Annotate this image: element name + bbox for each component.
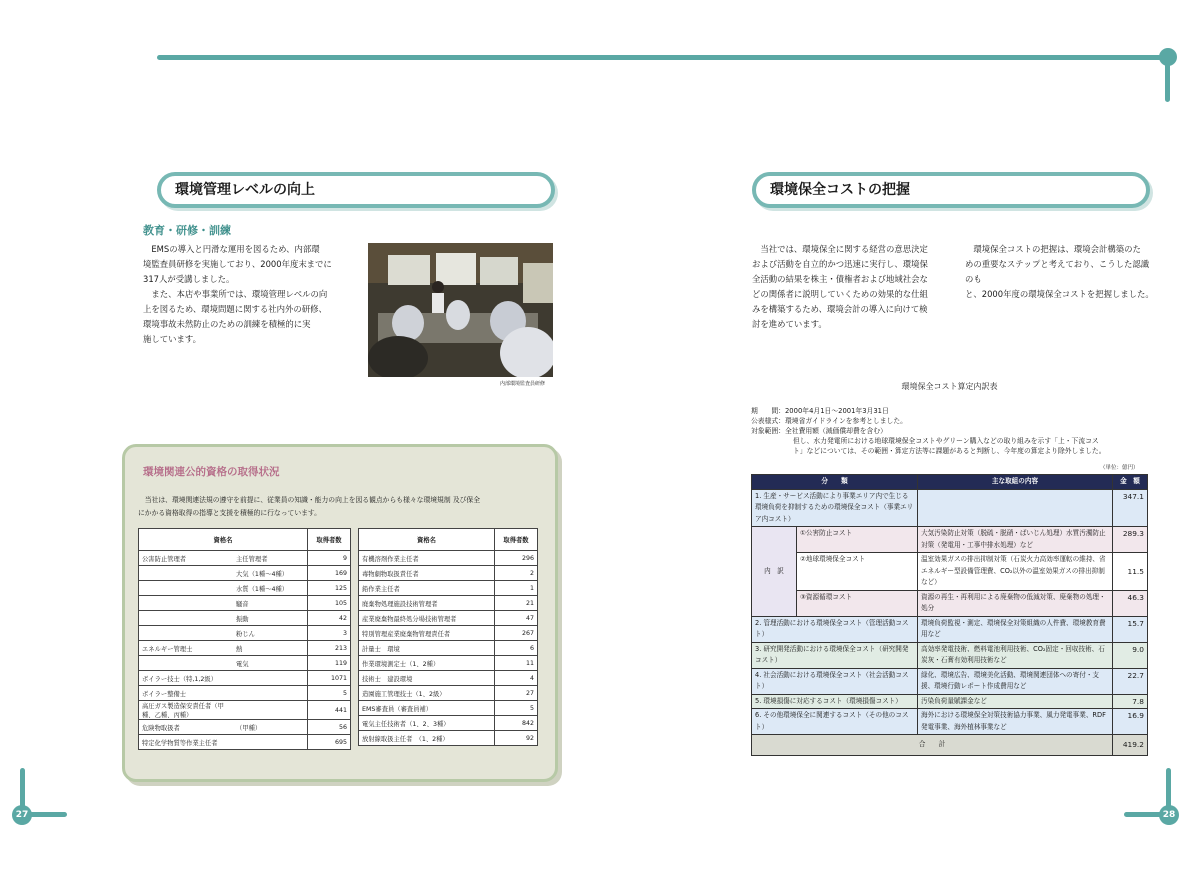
count-cell: 11 xyxy=(495,656,538,671)
table-row xyxy=(752,694,1148,709)
table-row xyxy=(359,641,538,656)
name-cell xyxy=(139,611,234,626)
count-cell: 267 xyxy=(495,626,538,641)
table-row xyxy=(752,590,1148,616)
count-cell: 47 xyxy=(495,611,538,626)
name-cell xyxy=(139,566,234,581)
text-line: みを構築するため、環境会計の導入に向けて検 xyxy=(752,304,928,314)
table-row xyxy=(139,611,351,626)
table-row xyxy=(139,581,351,596)
text-line: どの関係者に説明していくための効果的な仕組 xyxy=(752,289,928,299)
subheading-training: 教育・研修・訓練 xyxy=(143,224,231,237)
table-row xyxy=(139,686,351,701)
table-row xyxy=(139,735,351,750)
cost-notes xyxy=(751,406,1151,456)
note-line: 期 間：2000年4月1日〜2001年3月31日 xyxy=(751,407,889,415)
name-cell xyxy=(139,596,234,611)
note-line: 公表様式：環境省ガイドラインを参考としました。 xyxy=(751,417,907,425)
amount-cell: 11.5 xyxy=(1113,553,1148,591)
table-row xyxy=(752,553,1148,591)
name-cell: 騒音 xyxy=(233,596,308,611)
count-cell: 1071 xyxy=(308,671,351,686)
text-line: 環境保全コストの把握は、環境会計構築のた xyxy=(965,244,1141,254)
name-cell: 産業廃棄物最終処分場技術管理者 xyxy=(359,611,495,626)
category-cell: ③資源循環コスト xyxy=(797,590,918,616)
name-cell: 毒物劇物取扱責任者 xyxy=(359,566,495,581)
category-cell: ②地球環境保全コスト xyxy=(797,553,918,591)
count-cell: 695 xyxy=(308,735,351,750)
table-row xyxy=(752,616,1148,642)
table-row xyxy=(359,566,538,581)
photo-caption: 内部環境監査員研修 xyxy=(500,381,546,387)
col-header-count: 取得者数 xyxy=(308,529,351,551)
table-row xyxy=(752,668,1148,694)
name-cell: 熱 xyxy=(233,641,308,656)
table-row xyxy=(359,626,538,641)
text-line: および活動を自立的かつ迅速に実行し、環境保 xyxy=(752,259,928,269)
name-cell: 廃棄物処理施設技術管理者 xyxy=(359,596,495,611)
name-cell xyxy=(233,671,308,686)
unit-label: （単位：億円） xyxy=(1100,465,1139,471)
text-line: EMSの導入と円滑な運用を図るため、内部環 xyxy=(143,244,320,254)
table-row xyxy=(752,527,1148,553)
table-row xyxy=(752,709,1148,735)
text-line: と、2000年度の環境保全コストを把握しました。 xyxy=(965,289,1154,299)
text-line: 環境事故未然防止のための訓練を積極的に実 xyxy=(143,319,311,329)
name-cell: 大気（1種〜4種） xyxy=(233,566,308,581)
amount-cell: 46.3 xyxy=(1113,590,1148,616)
table-row xyxy=(359,701,538,716)
content-cell: 海外における環境保全対策技術協力事業、風力発電事業、RDF発電事業、海外植林事業など xyxy=(918,709,1113,735)
name-cell: 粉じん xyxy=(233,626,308,641)
name-cell: エネルギー管理士 xyxy=(139,641,234,656)
table-row xyxy=(359,596,538,611)
count-cell: 6 xyxy=(495,641,538,656)
col-header-name: 資格名 xyxy=(359,529,495,551)
count-cell: 169 xyxy=(308,566,351,581)
table-row xyxy=(139,566,351,581)
name-cell: 高圧ガス製造保安責任者（甲種、乙種、丙種） xyxy=(139,701,234,720)
category-cell: 6. その他環境保全に関連するコスト（その他のコスト） xyxy=(752,709,918,735)
table-row xyxy=(139,641,351,656)
table-row xyxy=(139,551,351,566)
amount-cell: 7.8 xyxy=(1113,694,1148,709)
content-cell: 緑化、環境広告、環境美化活動、環境関連団体への寄付・支援、環境行動レポート作成費用など xyxy=(918,668,1113,694)
name-cell: 振動 xyxy=(233,611,308,626)
name-cell xyxy=(139,581,234,596)
content-cell: 環境負荷監視・測定、環境保全対策組織の人件費、環境教育費用など xyxy=(918,616,1113,642)
table-row xyxy=(359,686,538,701)
name-cell: 水質（1種〜4種） xyxy=(233,581,308,596)
category-cell: 4. 社会活動における環境保全コスト（社会活動コスト） xyxy=(752,668,918,694)
name-cell: 特定化学物質等作業主任者 xyxy=(139,735,234,750)
name-cell: 特別管理産業廃棄物管理責任者 xyxy=(359,626,495,641)
table-row xyxy=(752,489,1148,527)
text-line: また、本店や事業所では、環境管理レベルの向 xyxy=(143,289,328,299)
category-cell: ①公害防止コスト xyxy=(797,527,918,553)
content-cell: 高効率発電技術、燃料電池利用技術、CO₂固定・回収技術、石炭灰・石膏有効利用技術など xyxy=(918,642,1113,668)
table-row xyxy=(359,581,538,596)
panel-intro xyxy=(138,494,538,520)
table-row xyxy=(139,626,351,641)
total-row xyxy=(752,735,1148,756)
col-header-count: 取得者数 xyxy=(495,529,538,551)
total-amount: 419.2 xyxy=(1113,735,1148,756)
count-cell: 1 xyxy=(495,581,538,596)
content-cell: 温室効果ガスの排出抑制対策（石炭火力高効率運転の維持、省エネルギー型設備管理費、CO₂以外の温室効果ガスの排出抑制など） xyxy=(918,553,1113,591)
count-cell: 5 xyxy=(495,701,538,716)
total-label: 合 計 xyxy=(752,735,1113,756)
panel-title: 環境関連公的資格の取得状況 xyxy=(143,466,280,478)
count-cell: 9 xyxy=(308,551,351,566)
text-line: 全活動の結果を株主・債権者および地域社会な xyxy=(752,274,928,284)
name-cell xyxy=(233,686,308,701)
header-category: 分 類 xyxy=(752,475,918,490)
amount-cell: 9.0 xyxy=(1113,642,1148,668)
name-cell: EMS審査員（審査員補） xyxy=(359,701,495,716)
note-line: 対象範囲：全社費用額（減価償却費を含む） xyxy=(751,427,887,435)
amount-cell: 15.7 xyxy=(1113,616,1148,642)
table-row xyxy=(139,701,351,720)
qualification-table-right xyxy=(358,528,538,746)
category-cell: 5. 環境損傷に対応するコスト（環境損傷コスト） xyxy=(752,694,918,709)
count-cell: 441 xyxy=(308,701,351,720)
name-cell xyxy=(233,701,308,720)
section-title-management: 環境管理レベルの向上 xyxy=(157,172,555,208)
text-line: めの重要なステップと考えており、こうした認識のも xyxy=(965,259,1150,284)
table-row xyxy=(139,656,351,671)
name-cell: （甲種） xyxy=(233,720,308,735)
count-cell: 3 xyxy=(308,626,351,641)
table-row xyxy=(359,551,538,566)
cost-paragraph-b xyxy=(965,242,1155,302)
text-line: 上を図るため、環境問題に関する社内外の研修、 xyxy=(143,304,327,314)
count-cell: 92 xyxy=(495,731,538,746)
cost-table xyxy=(751,474,1148,756)
table-row xyxy=(752,642,1148,668)
count-cell: 56 xyxy=(308,720,351,735)
name-cell: 有機溶剤作業主任者 xyxy=(359,551,495,566)
name-cell: 造園施工管理技士（1、2級） xyxy=(359,686,495,701)
name-cell: 主任管理者 xyxy=(233,551,308,566)
name-cell: 計量士 環境 xyxy=(359,641,495,656)
name-cell: ボイラー整備士 xyxy=(139,686,234,701)
name-cell xyxy=(139,626,234,641)
count-cell: 125 xyxy=(308,581,351,596)
count-cell: 4 xyxy=(495,671,538,686)
note-line: ト」などについては、その範囲・算定方法等に課題があると判断し、今年度の算定より除外しました。 xyxy=(793,447,1106,455)
amount-cell: 289.3 xyxy=(1113,527,1148,553)
table-row xyxy=(359,731,538,746)
count-cell: 105 xyxy=(308,596,351,611)
count-cell: 5 xyxy=(308,686,351,701)
amount-cell: 22.7 xyxy=(1113,668,1148,694)
note-line: 但し、水力発電所における地球環境保全コストやグリーン購入などの取り組みを示す「上・下流コス xyxy=(793,437,1099,445)
table-row xyxy=(139,671,351,686)
text-line: にかかる資格取得の指導と支援を積極的に行なっています。 xyxy=(138,509,321,517)
training-paragraph xyxy=(143,242,358,347)
table-row xyxy=(359,671,538,686)
table-row xyxy=(359,716,538,731)
count-cell: 119 xyxy=(308,656,351,671)
amount-cell: 347.1 xyxy=(1113,489,1148,527)
table-row xyxy=(359,656,538,671)
page-number-right: 28 xyxy=(1159,805,1179,825)
name-cell: 公害防止管理者 xyxy=(139,551,234,566)
cost-table-title: 環境保全コスト算定内訳表 xyxy=(901,382,998,391)
training-photo xyxy=(368,243,553,377)
top-rule-drop xyxy=(1165,60,1170,102)
name-cell xyxy=(139,656,234,671)
count-cell: 213 xyxy=(308,641,351,656)
count-cell: 21 xyxy=(495,596,538,611)
section-title-cost: 環境保全コストの把握 xyxy=(752,172,1150,208)
text-line: 施しています。 xyxy=(143,334,201,344)
page-number-left: 27 xyxy=(12,805,32,825)
name-cell: ボイラー技士（特,1,2級） xyxy=(139,671,234,686)
col-header-name: 資格名 xyxy=(139,529,308,551)
count-cell: 42 xyxy=(308,611,351,626)
text-line: 討を進めています。 xyxy=(752,319,827,329)
breakdown-label: 内 訳 xyxy=(752,527,797,617)
name-cell: 電気主任技術者（1、2、3種） xyxy=(359,716,495,731)
header-amount: 金 額 xyxy=(1113,475,1148,490)
name-cell: 技術士 建設環境 xyxy=(359,671,495,686)
table-row xyxy=(139,720,351,735)
content-cell xyxy=(918,489,1113,527)
text-line: 境監査員研修を実施しており、2000年度末までに xyxy=(143,259,332,269)
text-line: 当社は、環境関連法規の遵守を前提に、従業員の知識・能力の向上を図る観点からも様々な環境規制 及び保全 xyxy=(138,496,481,504)
category-cell: 1. 生産・サービス活動により事業エリア内で生じる環境負荷を抑制するための環境保全コスト（事業エリア内コスト） xyxy=(752,489,918,527)
name-cell: 電気 xyxy=(233,656,308,671)
count-cell: 296 xyxy=(495,551,538,566)
name-cell: 危険物取扱者 xyxy=(139,720,234,735)
name-cell: 鉛作業主任者 xyxy=(359,581,495,596)
name-cell: 作業環境測定士（1、2種） xyxy=(359,656,495,671)
top-rule xyxy=(157,55,1167,60)
content-cell: 資源の再生・再利用による廃棄物の低減対策、廃棄物の処理・処分 xyxy=(918,590,1113,616)
text-line: 317人が受講しました。 xyxy=(143,274,235,284)
name-cell: 放射線取扱主任者 （1、2種） xyxy=(359,731,495,746)
text-line: 当社では、環境保全に関する経営の意思決定 xyxy=(752,244,928,254)
content-cell: 大気汚染防止対策（脱硫・脱硝・ばいじん処理）水質汚濁防止対策（発電用・工事中排水処理）など xyxy=(918,527,1113,553)
table-row xyxy=(139,596,351,611)
category-cell: 3. 研究開発活動における環境保全コスト（研究開発コスト） xyxy=(752,642,918,668)
cost-paragraph-a xyxy=(752,242,948,332)
content-cell: 汚染負荷量賦課金など xyxy=(918,694,1113,709)
count-cell: 842 xyxy=(495,716,538,731)
count-cell: 2 xyxy=(495,566,538,581)
table-row xyxy=(359,611,538,626)
category-cell: 2. 管理活動における環境保全コスト（管理活動コスト） xyxy=(752,616,918,642)
name-cell xyxy=(233,735,308,750)
count-cell: 27 xyxy=(495,686,538,701)
qualification-table-left xyxy=(138,528,351,750)
header-content: 主な取組の内容 xyxy=(918,475,1113,490)
amount-cell: 16.9 xyxy=(1113,709,1148,735)
